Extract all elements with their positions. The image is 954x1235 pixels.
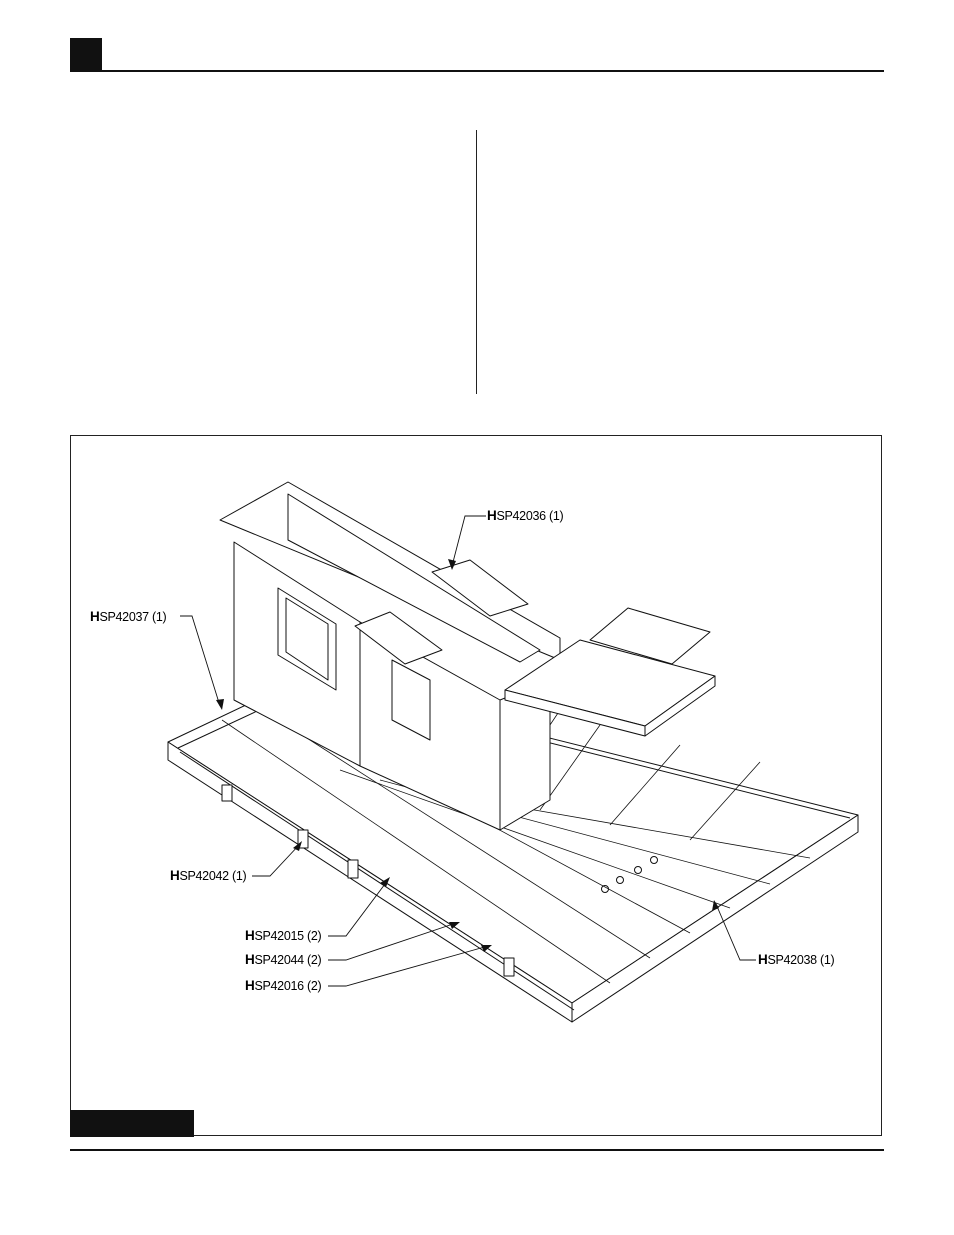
figure-label-tab bbox=[70, 1110, 194, 1137]
leader-c1 bbox=[452, 516, 486, 566]
leader-c2 bbox=[180, 616, 220, 706]
callout-hsp42038: HSP42038 (1) bbox=[758, 952, 835, 967]
callout-hsp42036: HSP42036 (1) bbox=[487, 508, 564, 523]
leader-c3 bbox=[252, 844, 300, 876]
callout-hsp42042: HSP42042 (1) bbox=[170, 868, 247, 883]
callout-hsp42037: HSP42037 (1) bbox=[90, 609, 167, 624]
footer-rule bbox=[70, 1149, 884, 1151]
callout-hsp42015: HSP42015 (2) bbox=[245, 928, 322, 943]
callout-hsp42044: HSP42044 (2) bbox=[245, 952, 322, 967]
callout-hsp42016: HSP42016 (2) bbox=[245, 978, 322, 993]
